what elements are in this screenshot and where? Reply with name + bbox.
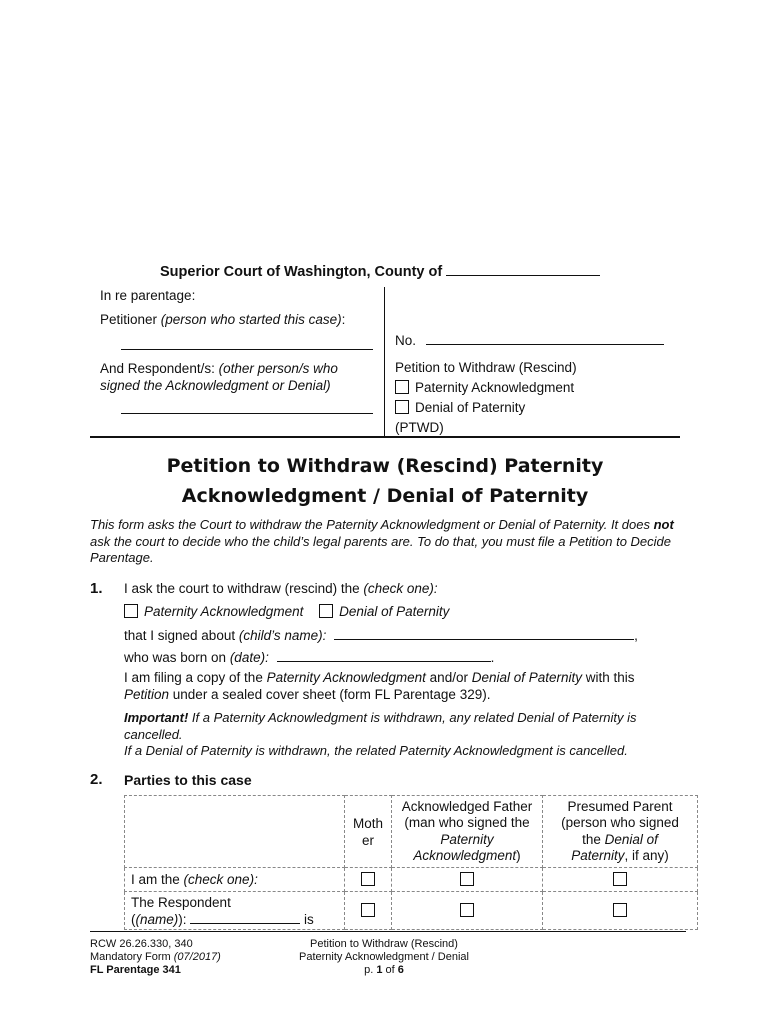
footer-rule (90, 931, 686, 932)
checkbox[interactable] (460, 903, 474, 917)
child-name-field[interactable] (334, 626, 634, 640)
header-rule (90, 436, 680, 438)
section-1-number: 1. (90, 580, 103, 597)
birth-date-field[interactable] (277, 648, 491, 662)
important-note: Important! If a Paternity Acknowledgment is withdrawn, any related Denial of Paternity is cancelled. If a Denial of Paternity is withdrawn, the related Paternity Acknowledgment is cancelled. (124, 710, 637, 758)
section-2-number: 2. (90, 771, 103, 788)
section-1-options (124, 604, 449, 619)
cell-acknowledged-father[interactable] (392, 892, 543, 930)
intro-text: This form asks the Court to withdraw the Paternity Acknowledgment or Denial of Paternity. It does not ask the court to decide who the child’s legal parents are. To do that, you must file a Petition to Decide Parentage. (90, 517, 674, 565)
respondent-name-field[interactable] (121, 413, 373, 414)
checkbox[interactable] (124, 604, 138, 618)
footer-center: Petition to Withdraw (Rescind) Paternity Acknowledgment / Denial p. 1 of 6 (284, 938, 484, 977)
court-name: Superior Court of Washington, County of (160, 264, 443, 280)
section-1-lead: I ask the court to withdraw (rescind) the (check one): (124, 581, 438, 596)
table-header-row (125, 796, 698, 868)
checkbox[interactable] (361, 872, 375, 886)
header-divider (384, 287, 385, 437)
parties-table (124, 795, 698, 930)
cell-mother[interactable] (345, 868, 392, 892)
col-acknowledged-father: Acknowledged Father (man who signed the Paternity Acknowledgment) (392, 796, 543, 868)
case-number: No. (395, 331, 664, 348)
footer-left: RCW 26.26.330, 340 Mandatory Form (07/2017) FL Parentage 341 (90, 938, 221, 976)
form-title-line1: Petition to Withdraw (Rescind) Paternity (166, 455, 604, 477)
row-i-am-label: I am the (check one): (125, 868, 345, 892)
respondent-label: And Respondent/s: (other person/s who signed the Acknowledgment or Denial) (100, 361, 338, 393)
col-presumed-parent: Presumed Parent (person who signed the Denial of Paternity, if any) (543, 796, 698, 868)
option-acknowledgment[interactable]: Paternity Acknowledgment (124, 604, 303, 619)
table-row (125, 868, 698, 892)
child-name-row: that I signed about (child’s name): , (124, 628, 638, 643)
cell-presumed-parent[interactable] (543, 892, 698, 930)
cell-acknowledged-father[interactable] (392, 868, 543, 892)
table-row (125, 892, 698, 930)
checkbox[interactable] (361, 903, 375, 917)
case-number-field[interactable] (426, 331, 664, 345)
row-respondent-label: The Respondent ((name)): is (125, 892, 345, 930)
cell-mother[interactable] (345, 892, 392, 930)
petitioner-name-field[interactable] (121, 349, 373, 350)
checkbox[interactable] (395, 380, 409, 394)
court-heading (160, 262, 600, 280)
checkbox[interactable] (395, 400, 409, 414)
checkbox[interactable] (613, 903, 627, 917)
empty-header-cell (125, 796, 345, 868)
form-code: (PTWD) (395, 420, 444, 435)
case-title: Petition to Withdraw (Rescind) (395, 360, 577, 375)
option-denial[interactable]: Denial of Paternity (319, 604, 449, 619)
checkbox[interactable] (613, 872, 627, 886)
respondent-name-field[interactable] (190, 911, 300, 924)
col-mother: Moth er (345, 796, 392, 868)
birth-date-row: who was born on (date): . (124, 650, 495, 665)
case-option-acknowledgment[interactable]: Paternity Acknowledgment (395, 380, 574, 395)
page-number: p. 1 of 6 (364, 964, 404, 976)
petitioner-label: Petitioner (person who started this case): (100, 312, 346, 327)
in-re-label: In re parentage: (100, 288, 196, 303)
form-title-line2: Acknowledgment / Denial of Paternity (181, 485, 589, 507)
section-2-heading: Parties to this case (124, 772, 252, 788)
cell-presumed-parent[interactable] (543, 868, 698, 892)
county-field[interactable] (446, 262, 600, 276)
filing-statement: I am filing a copy of the Paternity Acknowledgment and/or Denial of Paternity with this Petition under a sealed cover sheet (form FL Parentage 329). (124, 670, 635, 702)
checkbox[interactable] (319, 604, 333, 618)
checkbox[interactable] (460, 872, 474, 886)
case-option-denial[interactable]: Denial of Paternity (395, 400, 525, 415)
